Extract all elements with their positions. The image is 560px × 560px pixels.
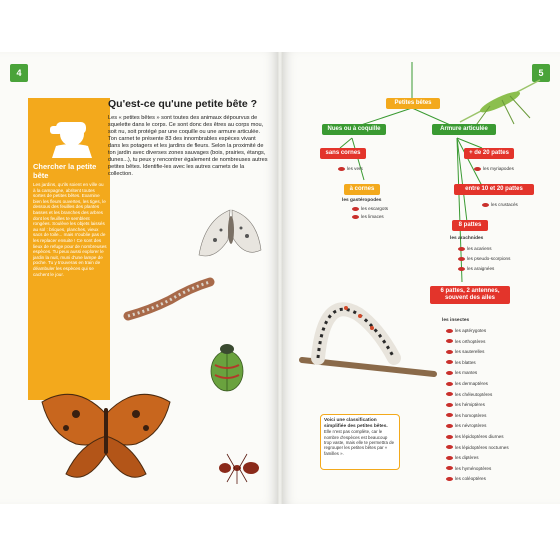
insect-item: les mantes: [446, 370, 477, 375]
hairy-caterpillar-illustration: [120, 270, 220, 330]
pseudo-scorpions-item: les pseudo-scorpions: [458, 256, 510, 261]
insectes-label: les insectes: [442, 318, 470, 323]
insect-item: les névroptères: [446, 423, 486, 428]
book-spine: [277, 52, 283, 504]
branch-armour: Armure articulée: [432, 124, 496, 135]
sidebar-title: Chercher la petite bête: [33, 162, 97, 180]
insect-icon: [446, 371, 453, 375]
araignees-item: les araignées: [458, 266, 494, 271]
snail-icon: [352, 207, 359, 211]
insect-item: les diptères: [446, 455, 479, 460]
insect-item: les orthoptères: [446, 339, 485, 344]
branch-soft: Nues ou à coquille: [322, 124, 386, 135]
pseudo-scorpion-icon: [458, 257, 465, 261]
insect-item: les aptérygotes: [446, 328, 486, 333]
insect-icon: [446, 424, 453, 428]
spider-icon: [458, 267, 465, 271]
insect-icon: [446, 392, 453, 396]
ant-illustration: [215, 450, 265, 486]
millipede-icon: [474, 167, 481, 171]
butterfly-illustration: [36, 374, 176, 492]
arachnides-label: les arachnides: [450, 236, 484, 241]
insect-icon: [446, 477, 453, 481]
escargots-item: les escargots: [352, 206, 388, 211]
binoculars-person-icon: [42, 104, 102, 158]
insect-item: les coléoptères: [446, 476, 486, 481]
page-number-left: 4: [10, 64, 28, 82]
a-cornes-label: à cornes: [344, 184, 380, 195]
insect-icon: [446, 329, 453, 333]
insect-item: les blattes: [446, 360, 476, 365]
slug-icon: [352, 215, 359, 219]
insect-item: les homoptères: [446, 413, 486, 418]
insect-icon: [446, 403, 453, 407]
vers-item: les vers: [338, 166, 363, 171]
sidebar-box: [28, 98, 110, 400]
moth-illustration: [195, 200, 265, 280]
insect-item: les lépidoptères nocturnes: [446, 445, 509, 450]
insect-icon: [446, 466, 453, 470]
insect-icon: [446, 435, 453, 439]
insect-icon: [446, 456, 453, 460]
note-body: Elle n'est pas complète, car le nombre d'espèces est beaucoup trop vaste, mais elle te permettra de regrouper les petites bêtes par « familles ».: [324, 429, 395, 456]
myriapodes-item: les myriapodes: [474, 166, 514, 171]
insect-item: les dermaptères: [446, 381, 488, 386]
note-title: Voici une classification simplifiée des petites bêtes.: [324, 418, 388, 429]
plus20-label: + de 20 pattes: [464, 148, 514, 159]
six-pattes-label: 6 pattes, 2 antennes, souvent des ailes: [430, 286, 510, 304]
classification-note: [320, 414, 400, 470]
worm-icon: [338, 167, 345, 171]
insect-item: les hémiptères: [446, 402, 485, 407]
intro-text: Les « petites bêtes » sont toutes des animaux dépourvus de squelette dans le corps. Ce sont donc des êtres au corps mou, soit nu, soit protégé par une coquille ou une armure articulée. Ton carnet te présente 83 des innombrables espèces vivant dans les potagers et les jardins de fleurs. Selon la proximité de ton jardin avec diverses zones sauvages (bois, prairies, étangs, dunes...), tu peux y rencontrer également de nombreuses autres petites bêtes. Identifie-les avec les autres carnets de la collection.: [108, 115, 268, 177]
tree-root: Petites bêtes: [386, 98, 440, 109]
crustaces-item: les crustacés: [482, 202, 518, 207]
gasteropodes-label: les gastéropodes: [342, 198, 382, 203]
insect-icon: [446, 413, 453, 417]
page-number-right: 5: [532, 64, 550, 82]
right-page: [282, 52, 560, 504]
limaces-item: les limaces: [352, 214, 384, 219]
caterpillar-illustration: [298, 274, 438, 384]
insect-item: les hyménoptères: [446, 466, 491, 471]
insect-item: les chéleutoptères: [446, 392, 492, 397]
page-heading: Qu'est-ce qu'une petite bête ?: [108, 98, 258, 110]
acariens-item: les acariens: [458, 246, 492, 251]
insect-icon: [446, 350, 453, 354]
insect-item: les sauterelles: [446, 349, 484, 354]
insect-icon: [446, 339, 453, 343]
huit-pattes-label: 8 pattes: [452, 220, 488, 231]
beetle-illustration: [205, 337, 250, 397]
sans-cornes-label: sans cornes: [320, 148, 366, 159]
left-page: [0, 52, 278, 504]
insect-icon: [446, 382, 453, 386]
mite-icon: [458, 247, 465, 251]
entre10-20-label: entre 10 et 20 pattes: [454, 184, 534, 195]
woodlouse-icon: [482, 203, 489, 207]
insect-icon: [446, 445, 453, 449]
sidebar-text: Les jardins, qu'ils soient en ville ou à la campagne, abritent toutes sortes de petites bêtes. Examine bien les fleurs ouvertes, les tiges, le dessous des feuilles des plantes basses et les branches des arbres dont les feuilles te semblent rongées. Soulève les objets laissés au sol : briques, planches, vieux sacs de toile... mais n'oublie pas de les replacer ensuite ! Ce sont des lieux de refuge pour de nombreuses espèces. Tu peux aussi explorer le jardin la nuit, muni d'une lampe de poche. Tu y trouveras en train de déambuler les espèces qui se cachent le jour.: [33, 182, 107, 277]
insect-icon: [446, 360, 453, 364]
insect-item: les lépidoptères diurnes: [446, 434, 504, 439]
